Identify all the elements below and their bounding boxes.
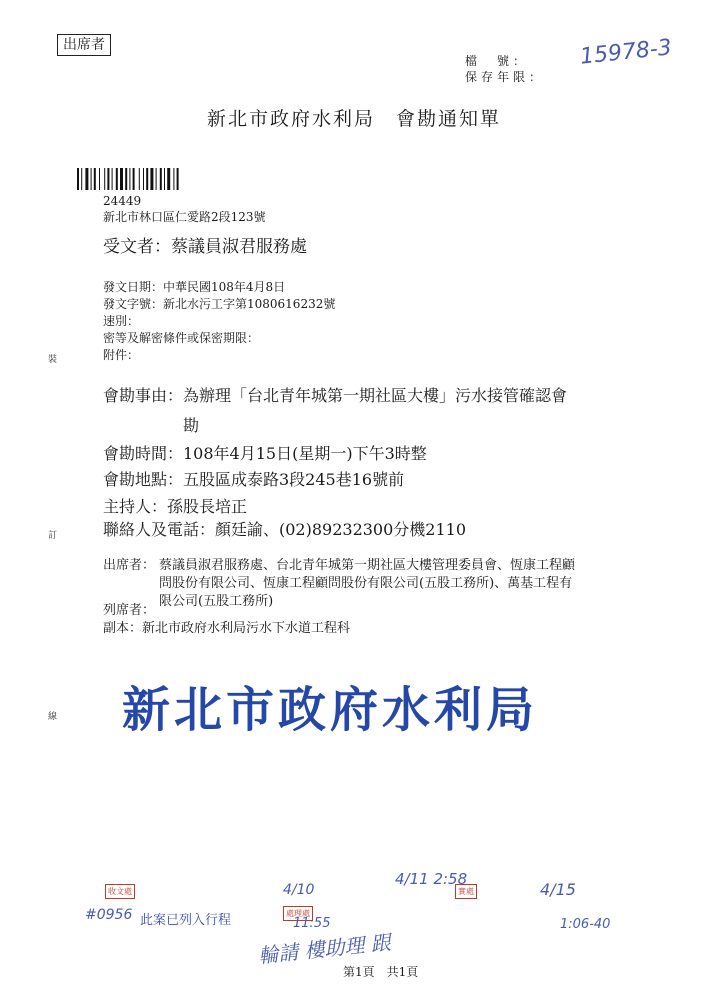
attendees-line-3: 限公司(五股工務所) xyxy=(159,594,274,609)
hand-date-1: 4/10 xyxy=(283,882,315,898)
attachment: 附件： xyxy=(103,348,140,362)
confidentiality: 密等及解密條件或保密期限： xyxy=(103,331,260,345)
attendees-line-1: 蔡議員淑君服務處、台北青年城第一期社區大樓管理委員會、恆康工程顧 xyxy=(159,558,576,573)
page-title: 新北市政府水利局 會勘通知單 xyxy=(206,108,501,130)
barcode xyxy=(77,168,237,190)
binding-mark-mid: 訂 xyxy=(48,531,58,541)
attendee-badge: 出席者 xyxy=(57,34,111,56)
inspection-time: 會勘時間：108年4月15日(星期一)下午3時整 xyxy=(103,444,427,463)
recipient-address: 新北市林口區仁愛路2段123號 xyxy=(103,210,266,224)
binding-mark-bottom: 線 xyxy=(48,712,58,722)
copy-to: 副本：新北市政府水利局污水下水道工程科 xyxy=(103,621,351,636)
retention-label: 保存年限： xyxy=(465,70,546,84)
speed: 速別： xyxy=(103,314,140,328)
recipient: 受文者：蔡議員淑君服務處 xyxy=(103,237,307,257)
hand-time-2: 1:06-40 xyxy=(560,917,611,932)
subject-line-2: 勘 xyxy=(183,416,200,435)
hand-number: #0956 xyxy=(85,907,133,923)
document-number: 發文字號：新北水污工字第1080616232號 xyxy=(103,297,336,311)
contact: 聯絡人及電話：顏廷諭、(02)89232300分機2110 xyxy=(103,520,467,539)
agency-stamp: 新北市政府水利局 xyxy=(122,682,539,738)
document-date: 發文日期：中華民國108年4月8日 xyxy=(103,280,286,294)
file-number-label: 檔 號： xyxy=(465,54,530,68)
inspection-location: 會勘地點：五股區成泰路3段245巷16號前 xyxy=(103,470,405,489)
red-stamp-handled: 處理處 xyxy=(283,906,313,921)
hand-date-2: 4/11 2:58 xyxy=(395,870,468,888)
scheduled-note: 此案已列入行程 xyxy=(140,913,232,928)
attendees-label: 出席者： xyxy=(103,558,156,573)
postal-code: 24449 xyxy=(103,194,142,208)
red-stamp-received: 收文處 xyxy=(105,884,135,899)
attendees-line-2: 問股份有限公司、恆康工程顧問股份有限公司(五股工務所)、萬基工程有 xyxy=(159,576,573,591)
subject-line-1: 會勘事由：為辦理「台北青年城第一期社區大樓」污水接管確認會 xyxy=(103,386,568,405)
host: 主持人：孫股長培正 xyxy=(103,497,248,516)
handwritten-instruction: 輪請 樓助理 跟 xyxy=(257,930,392,968)
page-footer: 第1頁 共1頁 xyxy=(343,965,419,979)
hand-time-1: 11:55 xyxy=(293,916,331,931)
handwritten-file-number: 15978-3 xyxy=(578,35,673,70)
hand-date-3: 4/15 xyxy=(540,880,576,899)
red-stamp-office: 實處 xyxy=(455,884,477,899)
observer-label: 列席者： xyxy=(103,603,156,618)
binding-mark-top: 裝 xyxy=(48,355,58,365)
